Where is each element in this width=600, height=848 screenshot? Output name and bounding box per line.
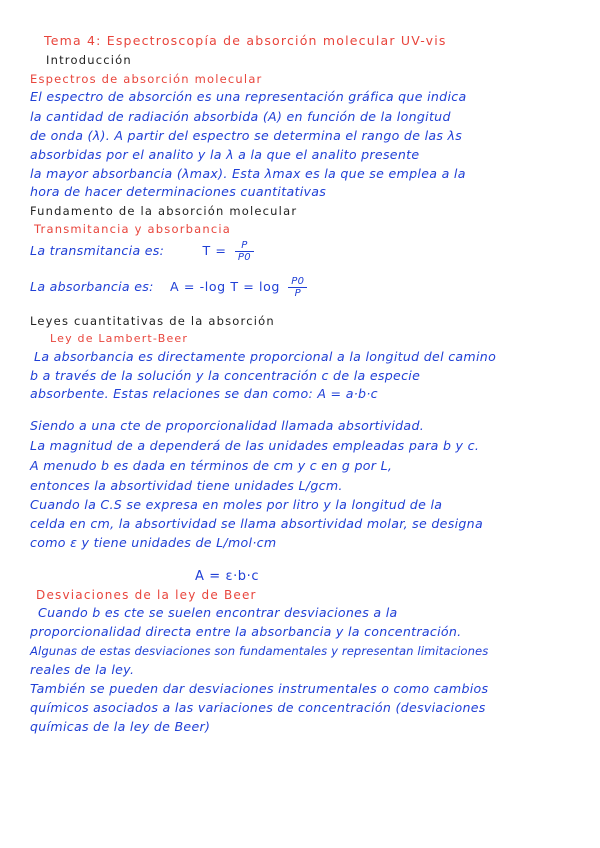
spectra-line: la cantidad de radiación absorbida (A) en función de la longitud — [30, 109, 451, 124]
lambert-line: b a través de la solución y la concentración c de la especie — [30, 368, 421, 383]
desviaciones-line: Cuando b es cte se suelen encontrar desviaciones a la — [38, 605, 398, 620]
desviaciones-line: químicas de la ley de Beer) — [30, 719, 211, 734]
desviaciones-heading: Desviaciones de la ley de Beer — [36, 588, 257, 602]
lambert-line: absorbente. Estas relaciones se dan como: A = a·b·c — [30, 386, 378, 401]
spectra-line: absorbidas por el analito y la λ a la que el analito presente — [30, 147, 420, 162]
cte-line: Cuando la C.S se expresa en moles por litro y la longitud de la — [30, 497, 443, 512]
fraction-numerator: P0 — [291, 276, 305, 287]
cte-line: entonces la absortividad tiene unidades L/gcm. — [30, 478, 343, 493]
cte-line: La magnitud de a dependerá de las unidades empleadas para b y c. — [30, 438, 480, 453]
fraction-denominator: P — [288, 287, 307, 299]
absorbancia-line — [30, 276, 307, 299]
spectra-line: El espectro de absorción es una representación gráfica que indica — [30, 89, 467, 104]
leyes-heading: Leyes cuantitativas de la absorción — [30, 314, 275, 328]
spectra-line: la mayor absorbancia (λmax). Esta λmax es la que se emplea a la — [30, 166, 466, 181]
transmitancia-line — [30, 240, 254, 263]
transmitancia-text: La transmitancia es: — [30, 243, 165, 258]
lambert-line: La absorbancia es directamente proporcional a la longitud del camino — [34, 349, 497, 364]
transmitancia-fraction — [235, 240, 254, 263]
spectra-heading: Espectros de absorción molecular — [30, 72, 263, 86]
transmitancia-heading: Transmitancia y absorbancia — [34, 222, 232, 236]
cte-line: A menudo b es dada en términos de cm y c en g por L, — [30, 458, 393, 473]
desviaciones-line: proporcionalidad directa entre la absorbancia y la concentración. — [30, 624, 462, 639]
cte-line: celda en cm, la absortividad se llama absortividad molar, se designa — [30, 516, 483, 531]
intro-heading: Introducción — [46, 53, 132, 67]
page-title: Tema 4: Espectroscopía de absorción molecular UV-vis — [44, 33, 447, 48]
fraction-numerator: P — [241, 240, 248, 251]
spectra-line: hora de hacer determinaciones cuantitativas — [30, 184, 327, 199]
molar-formula: A = ε·b·c — [195, 569, 260, 584]
desviaciones-line: También se pueden dar desviaciones instrumentales o como cambios — [30, 681, 489, 696]
fundamento-heading: Fundamento de la absorción molecular — [30, 204, 298, 218]
cte-line: como ε y tiene unidades de L/mol·cm — [30, 535, 277, 550]
desviaciones-line: reales de la ley. — [30, 662, 135, 677]
cte-line: Siendo a una cte de proporcionalidad llamada absortividad. — [30, 418, 425, 433]
absorbancia-fraction — [288, 276, 307, 299]
absorbancia-text: La absorbancia es: — [30, 279, 154, 294]
desviaciones-line: químicos asociados a las variaciones de concentración (desviaciones — [30, 700, 486, 715]
fraction-denominator: P0 — [235, 251, 254, 263]
spectra-line: de onda (λ). A partir del espectro se determina el rango de las λs — [30, 128, 463, 143]
lambert-heading: Ley de Lambert-Beer — [50, 332, 189, 345]
transmitancia-formula: T = — [202, 243, 227, 258]
desviaciones-line: Algunas de estas desviaciones son fundamentales y representan limitaciones — [30, 644, 489, 658]
absorbancia-formula: A = -log T = log — [170, 279, 280, 294]
